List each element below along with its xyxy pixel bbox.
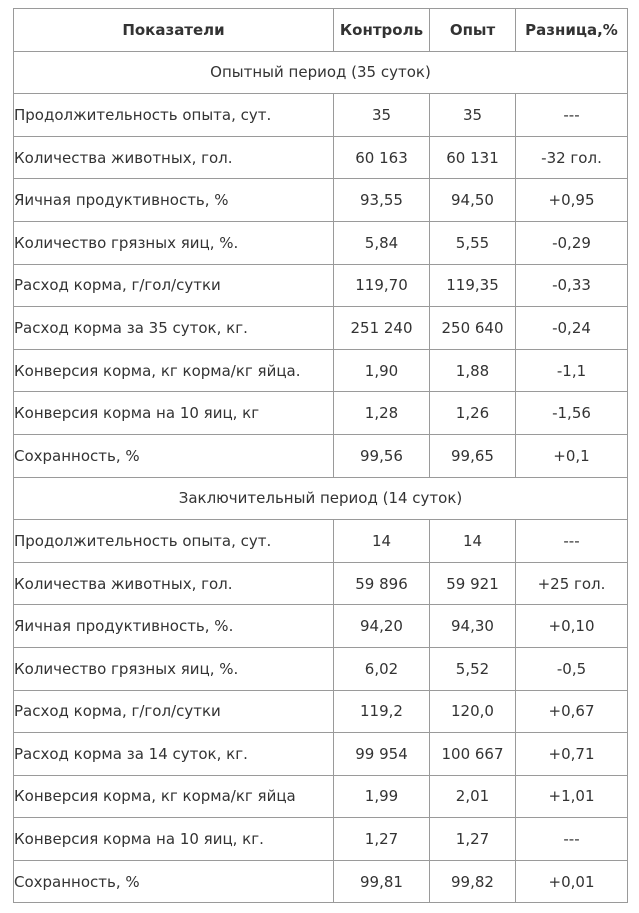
- table-body: [14, 51, 628, 903]
- table-row: [14, 562, 628, 605]
- indicator-cell: Яичная продуктивность, %.: [14, 605, 334, 648]
- experiment-cell: 14: [430, 520, 516, 563]
- indicator-cell: Количество грязных яиц, %.: [14, 221, 334, 264]
- experiment-cell: 60 131: [430, 136, 516, 179]
- indicator-cell: Расход корма за 14 суток, кг.: [14, 733, 334, 776]
- table-row: [14, 860, 628, 903]
- table-row: [14, 818, 628, 861]
- control-cell: 35: [334, 94, 430, 137]
- difference-cell: -0,29: [516, 221, 628, 264]
- indicator-cell: Количества животных, гол.: [14, 136, 334, 179]
- experiment-cell: 1,27: [430, 818, 516, 861]
- difference-cell: +25 гол.: [516, 562, 628, 605]
- experiment-cell: 120,0: [430, 690, 516, 733]
- indicator-cell: Яичная продуктивность, %: [14, 179, 334, 222]
- control-cell: 94,20: [334, 605, 430, 648]
- table-row: [14, 733, 628, 776]
- experiment-cell: 99,82: [430, 860, 516, 903]
- difference-cell: +1,01: [516, 775, 628, 818]
- experiment-cell: 59 921: [430, 562, 516, 605]
- experiment-cell: 94,50: [430, 179, 516, 222]
- table-row: [14, 221, 628, 264]
- header-control: Контроль: [334, 9, 430, 52]
- experiment-cell: 1,26: [430, 392, 516, 435]
- header-row: [14, 9, 628, 52]
- control-cell: 1,27: [334, 818, 430, 861]
- table-row: [14, 647, 628, 690]
- control-cell: 93,55: [334, 179, 430, 222]
- header-indicators: Показатели: [14, 9, 334, 52]
- control-cell: 119,70: [334, 264, 430, 307]
- difference-cell: +0,10: [516, 605, 628, 648]
- indicator-cell: Расход корма за 35 суток, кг.: [14, 307, 334, 350]
- experiment-cell: 99,65: [430, 434, 516, 477]
- table-header: [14, 9, 628, 52]
- table-row: [14, 434, 628, 477]
- difference-cell: +0,01: [516, 860, 628, 903]
- indicator-cell: Сохранность, %: [14, 434, 334, 477]
- indicator-cell: Сохранность, %: [14, 860, 334, 903]
- control-cell: 59 896: [334, 562, 430, 605]
- table-row: [14, 136, 628, 179]
- section-row: [14, 51, 628, 94]
- experiment-cell: 5,55: [430, 221, 516, 264]
- table-row: [14, 775, 628, 818]
- indicator-cell: Конверсия корма на 10 яиц, кг.: [14, 818, 334, 861]
- experiment-cell: 35: [430, 94, 516, 137]
- indicator-cell: Количество грязных яиц, %.: [14, 647, 334, 690]
- table-row: [14, 264, 628, 307]
- section-title: Заключительный период (14 суток): [14, 477, 628, 520]
- control-cell: 1,99: [334, 775, 430, 818]
- control-cell: 60 163: [334, 136, 430, 179]
- indicator-cell: Конверсия корма на 10 яиц, кг: [14, 392, 334, 435]
- table-row: [14, 690, 628, 733]
- experiment-cell: 250 640: [430, 307, 516, 350]
- difference-cell: +0,95: [516, 179, 628, 222]
- experiment-cell: 94,30: [430, 605, 516, 648]
- control-cell: 99 954: [334, 733, 430, 776]
- indicator-cell: Расход корма, г/гол/сутки: [14, 690, 334, 733]
- experiment-cell: 119,35: [430, 264, 516, 307]
- table-row: [14, 520, 628, 563]
- control-cell: 99,81: [334, 860, 430, 903]
- control-cell: 1,28: [334, 392, 430, 435]
- indicator-cell: Конверсия корма, кг корма/кг яйца: [14, 775, 334, 818]
- difference-cell: -0,24: [516, 307, 628, 350]
- table-row: [14, 179, 628, 222]
- header-difference: Разница,%: [516, 9, 628, 52]
- table-row: [14, 94, 628, 137]
- section-title: Опытный период (35 суток): [14, 51, 628, 94]
- table-row: [14, 307, 628, 350]
- difference-cell: -1,56: [516, 392, 628, 435]
- control-cell: 1,90: [334, 349, 430, 392]
- control-cell: 251 240: [334, 307, 430, 350]
- experiment-cell: 1,88: [430, 349, 516, 392]
- difference-cell: ---: [516, 520, 628, 563]
- difference-cell: ---: [516, 818, 628, 861]
- control-cell: 6,02: [334, 647, 430, 690]
- difference-cell: -0,33: [516, 264, 628, 307]
- control-cell: 99,56: [334, 434, 430, 477]
- table-row: [14, 605, 628, 648]
- experiment-cell: 5,52: [430, 647, 516, 690]
- difference-cell: -1,1: [516, 349, 628, 392]
- header-experiment: Опыт: [430, 9, 516, 52]
- control-cell: 5,84: [334, 221, 430, 264]
- results-table: [13, 8, 628, 903]
- experiment-cell: 2,01: [430, 775, 516, 818]
- indicator-cell: Расход корма, г/гол/сутки: [14, 264, 334, 307]
- control-cell: 119,2: [334, 690, 430, 733]
- difference-cell: +0,67: [516, 690, 628, 733]
- control-cell: 14: [334, 520, 430, 563]
- indicator-cell: Количества животных, гол.: [14, 562, 334, 605]
- table-row: [14, 349, 628, 392]
- indicator-cell: Продолжительность опыта, сут.: [14, 520, 334, 563]
- experiment-cell: 100 667: [430, 733, 516, 776]
- indicator-cell: Конверсия корма, кг корма/кг яйца.: [14, 349, 334, 392]
- indicator-cell: Продолжительность опыта, сут.: [14, 94, 334, 137]
- difference-cell: +0,71: [516, 733, 628, 776]
- difference-cell: +0,1: [516, 434, 628, 477]
- difference-cell: -0,5: [516, 647, 628, 690]
- table-row: [14, 392, 628, 435]
- section-row: [14, 477, 628, 520]
- difference-cell: -32 гол.: [516, 136, 628, 179]
- difference-cell: ---: [516, 94, 628, 137]
